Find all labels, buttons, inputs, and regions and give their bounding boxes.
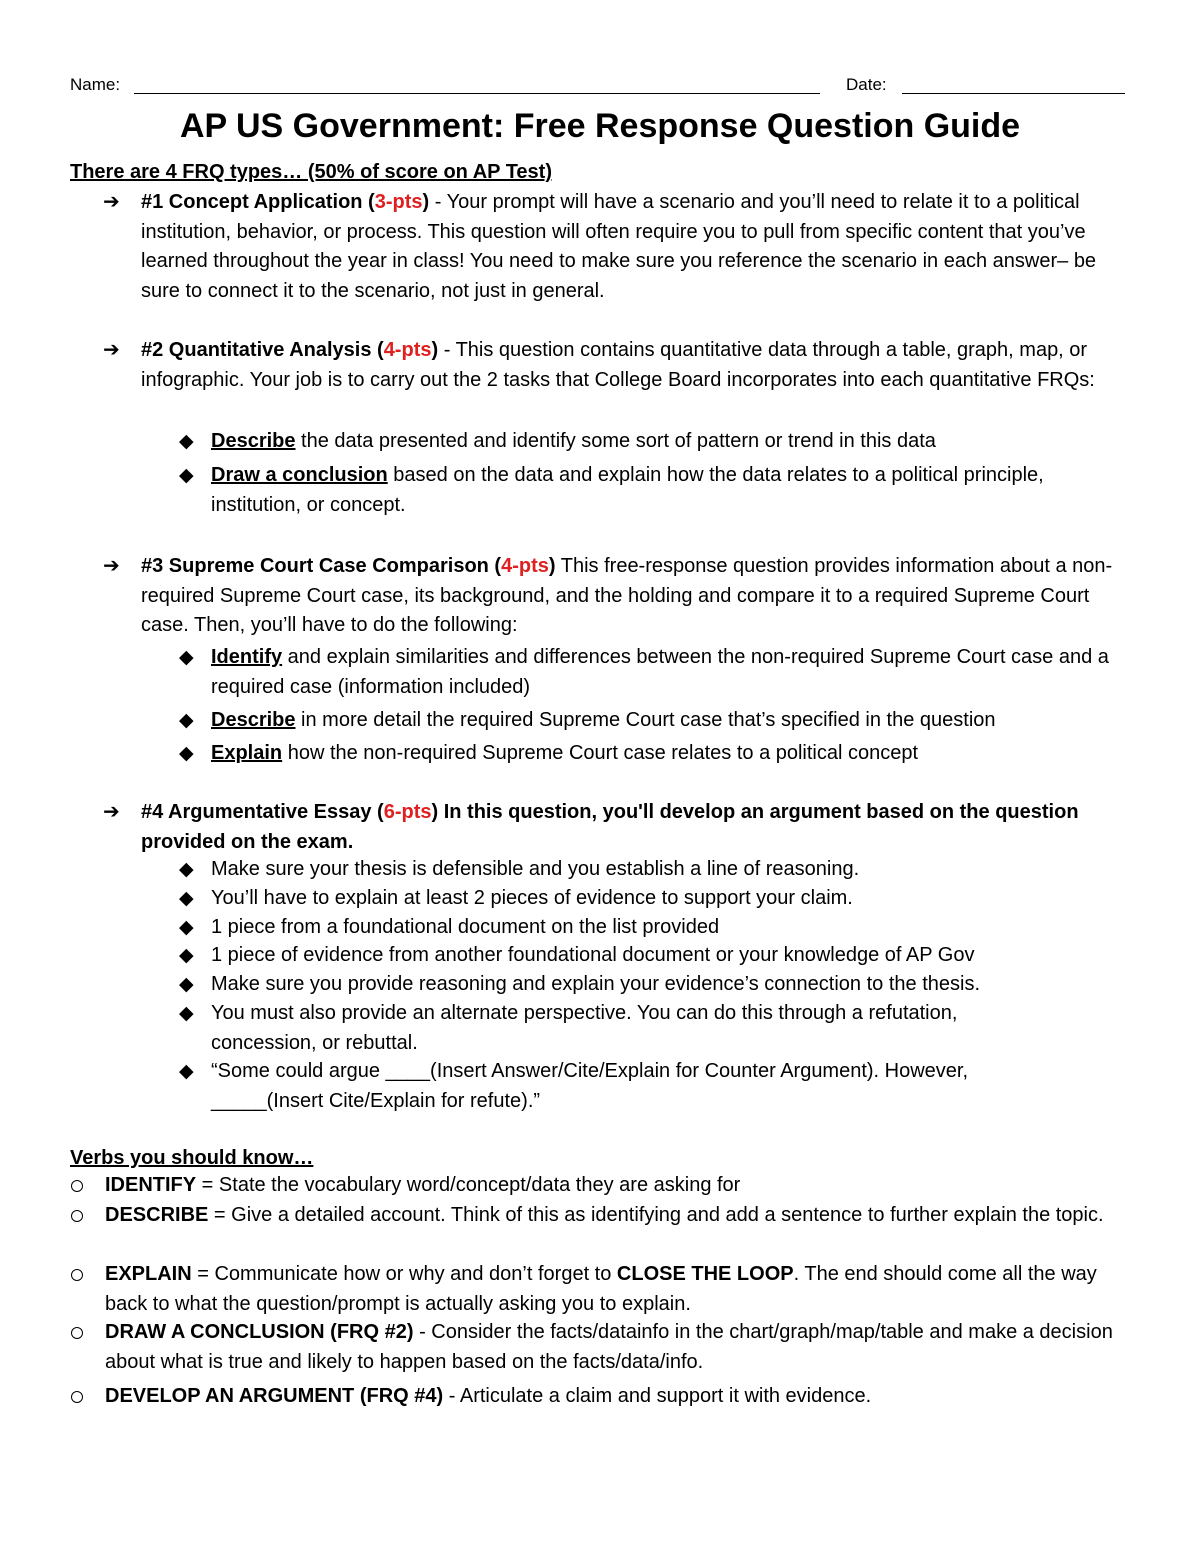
frq-4-item: You’ll have to explain at least 2 pieces of evidence to support your claim. bbox=[211, 887, 853, 909]
frq-2-title: #2 Quantitative Analysis ( bbox=[141, 339, 384, 361]
frq-1-description: - Your prompt will have a scenario and you’ll need to relate it to a political institution, behavior, or process. This question will often require you to pull from specific content that you’ve learned throughout the year in class! You need to make sure you reference the scenario in each answer– be sure to connect it to the scenario, not just in general. bbox=[141, 191, 1097, 302]
frq-3-item-text: in more detail the required Supreme Court case that’s specified in the question bbox=[295, 709, 996, 731]
frq-3-item-text: and explain similarities and differences between the non-required Supreme Court case and a required case (information included) bbox=[211, 646, 1109, 698]
frq-2-item-text: based on the data and explain how the data relates to a political principle, institution, or concept. bbox=[211, 464, 1044, 516]
verb-item bbox=[105, 1318, 1125, 1377]
frq-2-points: 4-pts bbox=[383, 339, 432, 361]
diamond-bullet-icon: ◆ bbox=[179, 1003, 194, 1024]
frq-4-title: #4 Argumentative Essay ( bbox=[141, 801, 384, 823]
verb-term: DRAW A CONCLUSION (FRQ #2) bbox=[105, 1321, 414, 1343]
verb-item bbox=[105, 1171, 1125, 1201]
frq-2-item-term: Describe bbox=[211, 430, 296, 452]
circle-bullet-icon bbox=[71, 1210, 83, 1222]
name-label: Name: bbox=[70, 75, 121, 94]
diamond-bullet-icon: ◆ bbox=[179, 1061, 194, 1082]
frq-2-item-term: Draw a conclusion bbox=[211, 464, 388, 486]
name-date-header bbox=[70, 73, 1130, 99]
frq-4-item: Make sure your thesis is defensible and you establish a line of reasoning. bbox=[211, 858, 860, 880]
diamond-bullet-icon: ◆ bbox=[179, 465, 194, 486]
frq-4-item: 1 piece of evidence from another foundational document or your knowledge of AP Gov bbox=[211, 944, 975, 966]
frq-3-title-end: ) bbox=[548, 555, 556, 577]
diamond-bullet-icon: ◆ bbox=[179, 647, 194, 668]
frq-2-paragraph bbox=[141, 336, 1131, 395]
verb-definition: = Give a detailed account. Think of this as identifying and add a sentence to further explain the topic. bbox=[208, 1204, 1104, 1226]
frq-1-title: #1 Concept Application ( bbox=[141, 191, 375, 213]
frq-3-item-term: Identify bbox=[211, 646, 283, 668]
frq-1-points: 3-pts bbox=[374, 191, 423, 213]
diamond-bullet-icon: ◆ bbox=[179, 917, 194, 938]
verb-definition-end: . The end should come all the way back to what the question/prompt is actually asking you to explain. bbox=[105, 1263, 1097, 1315]
verb-definition: - Consider the facts/datainfo in the chart/graph/map/table and make a decision about what is true and likely to happen based on the facts/data/info. bbox=[105, 1321, 1113, 1373]
circle-bullet-icon bbox=[71, 1327, 83, 1339]
circle-bullet-icon bbox=[71, 1269, 83, 1281]
frq-2-description: - This question contains quantitative data through a table, graph, map, or infographic. Your job is to carry out the 2 tasks that College Board incorporates into each quantitative FRQs: bbox=[141, 339, 1095, 391]
frq-4-paragraph bbox=[141, 798, 1131, 857]
arrow-right-icon: ➔ bbox=[103, 555, 120, 577]
diamond-bullet-icon: ◆ bbox=[179, 431, 194, 452]
diamond-bullet-icon: ◆ bbox=[179, 743, 194, 764]
name-field[interactable] bbox=[134, 93, 820, 94]
frq-4-points: 6-pts bbox=[383, 801, 432, 823]
verb-item bbox=[105, 1260, 1125, 1319]
intro-heading: There are 4 FRQ types… (50% of score on AP Test) bbox=[70, 161, 552, 183]
frq-2-item bbox=[211, 427, 1136, 457]
frq-4-item: Make sure you provide reasoning and explain your evidence’s connection to the thesis. bbox=[211, 973, 980, 995]
frq-3-item bbox=[211, 706, 1136, 736]
verb-item bbox=[105, 1382, 1125, 1412]
frq-4-item: You must also provide an alternate perspective. You can do this through a refutation, concession, or rebuttal. bbox=[211, 1002, 958, 1054]
frq-3-item-term: Describe bbox=[211, 709, 296, 731]
frq-3-paragraph bbox=[141, 552, 1131, 641]
frq-1-title-end: ) bbox=[422, 191, 430, 213]
arrow-right-icon: ➔ bbox=[103, 339, 120, 361]
frq-3-points: 4-pts bbox=[501, 555, 549, 577]
frq-4-item: “Some could argue ____(Insert Answer/Cite/Explain for Counter Argument). However, _____(Insert Cite/Explain for refute).” bbox=[211, 1060, 969, 1112]
arrow-right-icon: ➔ bbox=[103, 801, 120, 823]
diamond-bullet-icon: ◆ bbox=[179, 974, 194, 995]
frq-3-item-term: Explain bbox=[211, 742, 283, 764]
verb-term: EXPLAIN bbox=[105, 1263, 192, 1285]
verb-definition: = Communicate how or why and don’t forget to bbox=[191, 1263, 617, 1285]
frq-3-item-text: how the non-required Supreme Court case relates to a political concept bbox=[282, 742, 919, 764]
frq-3-item bbox=[211, 643, 1136, 702]
frq-2-title-end: ) bbox=[431, 339, 439, 361]
verb-item bbox=[105, 1201, 1125, 1231]
date-label: Date: bbox=[846, 75, 887, 94]
diamond-bullet-icon: ◆ bbox=[179, 710, 194, 731]
diamond-bullet-icon: ◆ bbox=[179, 859, 194, 880]
frq-4-item: 1 piece from a foundational document on the list provided bbox=[211, 916, 720, 938]
frq-4-description: ) In this question, you'll develop an argument based on the question provided on the exam. bbox=[141, 801, 1079, 853]
frq-3-title: #3 Supreme Court Case Comparison ( bbox=[141, 555, 502, 577]
page-title: AP US Government: Free Response Question Guide bbox=[179, 107, 1021, 145]
frq-3-item bbox=[211, 739, 1136, 769]
circle-bullet-icon bbox=[71, 1180, 83, 1192]
circle-bullet-icon bbox=[71, 1391, 83, 1403]
frq-2-item bbox=[211, 461, 1136, 520]
frq-3-description: This free-response question provides information about a non-required Supreme Court case, its background, and the holding and compare it to a required Supreme Court case. Then, you’ll have to do the following: bbox=[141, 555, 1113, 636]
arrow-right-icon: ➔ bbox=[103, 191, 120, 213]
verb-term: IDENTIFY bbox=[105, 1174, 197, 1196]
diamond-bullet-icon: ◆ bbox=[179, 945, 194, 966]
verbs-heading: Verbs you should know… bbox=[70, 1147, 314, 1169]
verb-definition: = State the vocabulary word/concept/data they are asking for bbox=[196, 1174, 741, 1196]
frq-1-paragraph bbox=[141, 188, 1131, 306]
frq-2-item-text: the data presented and identify some sort of pattern or trend in this data bbox=[295, 430, 936, 452]
diamond-bullet-icon: ◆ bbox=[179, 888, 194, 909]
verb-emphasis: CLOSE THE LOOP bbox=[616, 1263, 794, 1285]
date-field[interactable] bbox=[902, 93, 1125, 94]
verb-term: DEVELOP AN ARGUMENT (FRQ #4) bbox=[105, 1385, 444, 1407]
verb-term: DESCRIBE bbox=[105, 1204, 209, 1226]
verb-definition: - Articulate a claim and support it with evidence. bbox=[443, 1385, 872, 1407]
